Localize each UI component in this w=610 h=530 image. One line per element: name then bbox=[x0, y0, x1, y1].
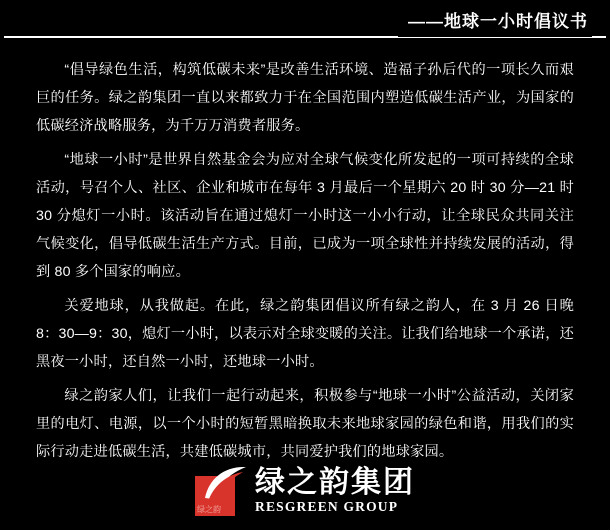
logo-swoosh-icon bbox=[203, 466, 247, 500]
document-header bbox=[0, 0, 610, 44]
logo-mark-icon bbox=[195, 466, 247, 516]
page-title: ——地球一小时倡议书 bbox=[398, 7, 592, 37]
logo-text-block bbox=[255, 467, 415, 515]
logo-seal-text: 绿之韵 bbox=[197, 505, 221, 514]
article-body bbox=[0, 44, 610, 466]
logo-name-cn: 绿之韵集团 bbox=[255, 466, 415, 499]
paragraph: “倡导绿色生活，构筑低碳未来”是改善生活环境、造福子孙后代的一项长久而艰巨的任务。绿之韵集团一直以来都致力于在全国范围内塑造低碳生活产业，为国家的低碳经济战略服务，为千万万消费者服务。 bbox=[36, 62, 574, 134]
logo-area bbox=[0, 466, 610, 516]
paragraph: 关爱地球，从我做起。在此，绿之韵集团倡议所有绿之韵人，在 3 月 26 日晚 8：30—9：30，熄灯一小时，以表示对全球变暖的关注。让我们给地球一个承诺，还黑夜一小时，还自然一小时，还地球一小时。 bbox=[36, 298, 574, 370]
paragraph: 绿之韵家人们，让我们一起行动起来，积极参与“地球一小时”公益活动，关闭家里的电灯、电源，以一个小时的短暂黑暗换取未来地球家园的绿色和谐，用我们的实际行动走进低碳生活，共建低碳城市，共同爱护我们的地球家园。 bbox=[36, 388, 574, 460]
logo-name-en: RESGREEN GROUP bbox=[255, 499, 399, 514]
company-logo bbox=[195, 466, 415, 516]
paragraph: “地球一小时”是世界自然基金会为应对全球气候变化所发起的一项可持续的全球活动，号召个人、社区、企业和城市在每年 3 月最后一个星期六 20 时 30 分—21 时 30 分熄灯一小时。该活动旨在通过熄灯一小时这一小小行动，让全球民众共同关注气候变化，倡导低碳生活生产方式。目前，已成为一项全球性并持续发展的活动，得到 80 多个国家的响应。 bbox=[36, 152, 574, 280]
